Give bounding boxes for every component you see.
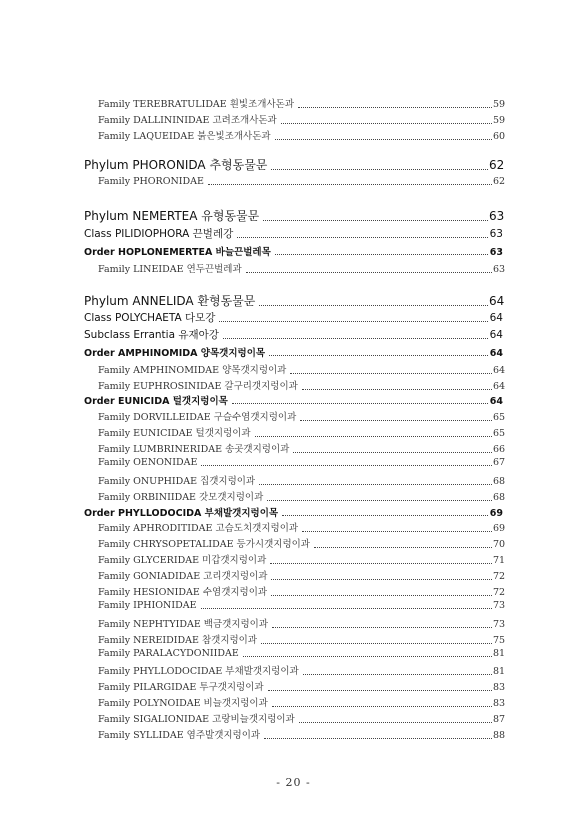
toc-entry-title: Phylum ANNELIDA 환형동물문 xyxy=(84,294,256,308)
toc-entry-title: Phylum NEMERTEA 유형동물문 xyxy=(84,209,260,223)
toc-entry-title: Family PARALACYDONIIDAE xyxy=(98,648,239,659)
toc-entry-title: Family POLYNOIDAE 비늘갯지렁이과 xyxy=(98,698,268,709)
dot-leader xyxy=(261,643,492,644)
dot-leader xyxy=(201,608,492,609)
toc-entry-page: 73 xyxy=(493,619,506,630)
toc-entry-title: Family CHRYSOPETALIDAE 등가시갯지렁이과 xyxy=(98,539,310,550)
toc-entry-family xyxy=(0,695,587,709)
toc-entry-page: 75 xyxy=(493,635,506,646)
toc-entry-title: Family OENONIDAE xyxy=(98,457,198,468)
dot-leader xyxy=(270,563,492,564)
toc-entry-phylum xyxy=(0,207,587,224)
toc-entry-family xyxy=(0,128,587,142)
toc-entry-title: Family PHYLLODOCIDAE 부채발갯지렁이과 xyxy=(98,666,299,677)
dot-leader xyxy=(219,321,488,322)
toc-entry-family xyxy=(0,584,587,598)
dot-leader xyxy=(271,595,492,596)
dot-leader xyxy=(314,547,492,548)
toc-entry-title: Family ORBINIIDAE 갓모갯지렁이과 xyxy=(98,492,264,503)
toc-entry-title: Family PHORONIDAE xyxy=(98,176,204,187)
toc-entry-family xyxy=(0,648,587,659)
toc-entry-page: 69 xyxy=(493,523,506,534)
dot-leader xyxy=(271,169,488,170)
dot-leader xyxy=(208,184,492,185)
toc-entry-title: Family GLYCERIDAE 미갑갯지렁이과 xyxy=(98,555,267,566)
dot-leader xyxy=(303,674,492,675)
toc-entry-family xyxy=(0,552,587,566)
toc-entry-title: Family DORVILLEIDAE 구슬수염갯지렁이과 xyxy=(98,412,297,423)
toc-entry-title: Phylum PHORONIDA 추형동물문 xyxy=(84,158,268,172)
toc-entry-page: 65 xyxy=(493,428,506,439)
page-number: - 20 - xyxy=(276,776,311,789)
toc-entry-family xyxy=(0,536,587,550)
toc-entry-title: Family TEREBRATULIDAE 흰빛조개사돈과 xyxy=(98,99,294,110)
dot-leader xyxy=(201,465,492,466)
dot-leader xyxy=(302,531,492,532)
toc-entry-class xyxy=(0,327,587,342)
toc-entry-title: Subclass Errantia 유재아강 xyxy=(84,329,219,341)
toc-entry-family xyxy=(0,711,587,725)
toc-entry-title: Class PILIDIOPHORA 끈벌레강 xyxy=(84,228,234,240)
toc-entry-title: Family GONIADIDAE 고리갯지렁이과 xyxy=(98,571,268,582)
dot-leader xyxy=(237,237,488,238)
dot-leader xyxy=(275,139,492,140)
toc-entry-family xyxy=(0,457,587,468)
toc-entry-page: 64 xyxy=(489,294,505,308)
toc-entry-page: 83 xyxy=(493,682,506,693)
toc-entry-title: Family NEREIDIDAE 참갯지렁이과 xyxy=(98,635,258,646)
toc-entry-title: Family DALLININIDAE 고려조개사돈과 xyxy=(98,115,277,126)
toc-entry-family xyxy=(0,378,587,392)
toc-entry-title: Family APHRODITIDAE 고슴도치갯지렁이과 xyxy=(98,523,299,534)
toc-entry-title: Family SYLLIDAE 염주발갯지렁이과 xyxy=(98,730,261,741)
toc-entry-family xyxy=(0,362,587,376)
toc-entry-family xyxy=(0,441,587,455)
toc-entry-page: 71 xyxy=(493,555,506,566)
toc-entry-title: Family NEPHTYIDAE 백금갯지렁이과 xyxy=(98,619,269,630)
dot-leader xyxy=(290,373,492,374)
toc-entry-family xyxy=(0,520,587,534)
toc-entry-phylum xyxy=(0,292,587,309)
toc-entry-family xyxy=(0,489,587,503)
toc-entry-title: Order HOPLONEMERTEA 바늘끈벌레목 xyxy=(84,247,271,258)
toc-entry-page: 63 xyxy=(493,264,506,275)
toc-entry-page: 88 xyxy=(493,730,506,741)
toc-entry-title: Family IPHIONIDAE xyxy=(98,600,197,611)
toc-entry-page: 66 xyxy=(493,444,506,455)
toc-entry-title: Family ONUPHIDAE 집갯지렁이과 xyxy=(98,476,256,487)
toc-entry-title: Family HESIONIDAE 수염갯지렁이과 xyxy=(98,587,268,598)
toc-entry-page: 63 xyxy=(489,247,503,258)
toc-entry-page: 64 xyxy=(489,396,503,407)
toc-entry-family xyxy=(0,616,587,630)
toc-entry-page: 62 xyxy=(489,158,505,172)
toc-entry-page: 72 xyxy=(493,571,506,582)
dot-leader xyxy=(282,515,488,516)
dot-leader xyxy=(243,656,492,657)
dot-leader xyxy=(232,403,488,404)
toc-entry-order xyxy=(0,505,587,519)
dot-leader xyxy=(255,436,492,437)
toc-entry-page: 65 xyxy=(493,412,506,423)
dot-leader xyxy=(268,690,492,691)
toc-entry-page: 73 xyxy=(493,600,506,611)
toc-entry-page: 72 xyxy=(493,587,506,598)
toc-entry-page: 64 xyxy=(489,312,503,324)
toc-entry-family xyxy=(0,473,587,487)
toc-entry-family xyxy=(0,600,587,611)
toc-entry-title: Family AMPHINOMIDAE 양목갯지렁이과 xyxy=(98,365,287,376)
toc-entry-title: Family LAQUEIDAE 붉은빛조개사돈과 xyxy=(98,131,271,142)
toc-entry-page: 64 xyxy=(489,348,503,359)
dot-leader xyxy=(272,627,492,628)
toc-entry-title: Family SIGALIONIDAE 고랑비늘갯지렁이과 xyxy=(98,714,295,725)
dot-leader xyxy=(264,738,492,739)
toc-entry-title: Family EUPHROSINIDAE 갈구리갯지렁이과 xyxy=(98,381,298,392)
dot-leader xyxy=(300,420,492,421)
toc-entry-title: Family EUNICIDAE 털갯지렁이과 xyxy=(98,428,251,439)
toc-entry-family xyxy=(0,568,587,582)
dot-leader xyxy=(269,355,488,356)
toc-entry-family xyxy=(0,632,587,646)
dot-leader xyxy=(298,107,492,108)
toc-entry-title: Class POLYCHAETA 다모강 xyxy=(84,312,216,324)
dot-leader xyxy=(272,706,492,707)
toc-entry-title: Order EUNICIDA 털갯지렁이목 xyxy=(84,396,228,407)
toc-entry-family xyxy=(0,727,587,741)
dot-leader xyxy=(271,579,492,580)
toc-entry-family xyxy=(0,176,587,187)
toc-entry-page: 63 xyxy=(489,209,505,223)
toc-entry-page: 70 xyxy=(493,539,506,550)
toc-entry-page: 59 xyxy=(493,99,506,110)
dot-leader xyxy=(299,722,492,723)
toc-entry-class xyxy=(0,310,587,325)
dot-leader xyxy=(275,254,488,255)
toc-entry-family xyxy=(0,261,587,275)
toc-entry-page: 64 xyxy=(489,329,503,341)
toc-entry-family xyxy=(0,663,587,677)
toc-entry-class xyxy=(0,226,587,241)
toc-entry-order xyxy=(0,345,587,359)
dot-leader xyxy=(259,305,488,306)
dot-leader xyxy=(246,272,492,273)
dot-leader xyxy=(263,220,488,221)
dot-leader xyxy=(223,338,488,339)
dot-leader xyxy=(281,123,492,124)
toc-entry-page: 60 xyxy=(493,131,506,142)
toc-entry-family xyxy=(0,96,587,110)
toc-entry-page: 69 xyxy=(489,508,503,519)
toc-entry-page: 64 xyxy=(493,365,506,376)
toc-entry-page: 81 xyxy=(493,648,506,659)
dot-leader xyxy=(302,389,492,390)
toc-entry-page: 81 xyxy=(493,666,506,677)
dot-leader xyxy=(267,500,492,501)
toc-entry-family xyxy=(0,409,587,423)
toc-entry-family xyxy=(0,425,587,439)
toc-entry-title: Family LINEIDAE 연두끈벌레과 xyxy=(98,264,242,275)
toc-entry-order xyxy=(0,244,587,258)
toc-entry-page: 83 xyxy=(493,698,506,709)
toc-entry-phylum xyxy=(0,156,587,173)
toc-entry-page: 68 xyxy=(493,492,506,503)
toc-entry-page: 64 xyxy=(493,381,506,392)
dot-leader xyxy=(259,484,492,485)
toc-entry-page: 63 xyxy=(489,228,503,240)
toc-entry-title: Family LUMBRINERIDAE 송곳갯지렁이과 xyxy=(98,444,290,455)
toc-entry-title: Order AMPHINOMIDA 양목갯지렁이목 xyxy=(84,348,266,359)
toc-entry-order xyxy=(0,393,587,407)
toc-entry-title: Family PILARGIDAE 투구갯지렁이과 xyxy=(98,682,264,693)
toc-entry-title: Order PHYLLODOCIDA 부채발갯지렁이목 xyxy=(84,508,279,519)
toc-entry-page: 68 xyxy=(493,476,506,487)
toc-entry-page: 62 xyxy=(493,176,506,187)
toc-entry-family xyxy=(0,679,587,693)
toc-entry-page: 59 xyxy=(493,115,506,126)
toc-entry-family xyxy=(0,112,587,126)
toc-entry-page: 67 xyxy=(493,457,506,468)
dot-leader xyxy=(293,452,492,453)
toc-entry-page: 87 xyxy=(493,714,506,725)
